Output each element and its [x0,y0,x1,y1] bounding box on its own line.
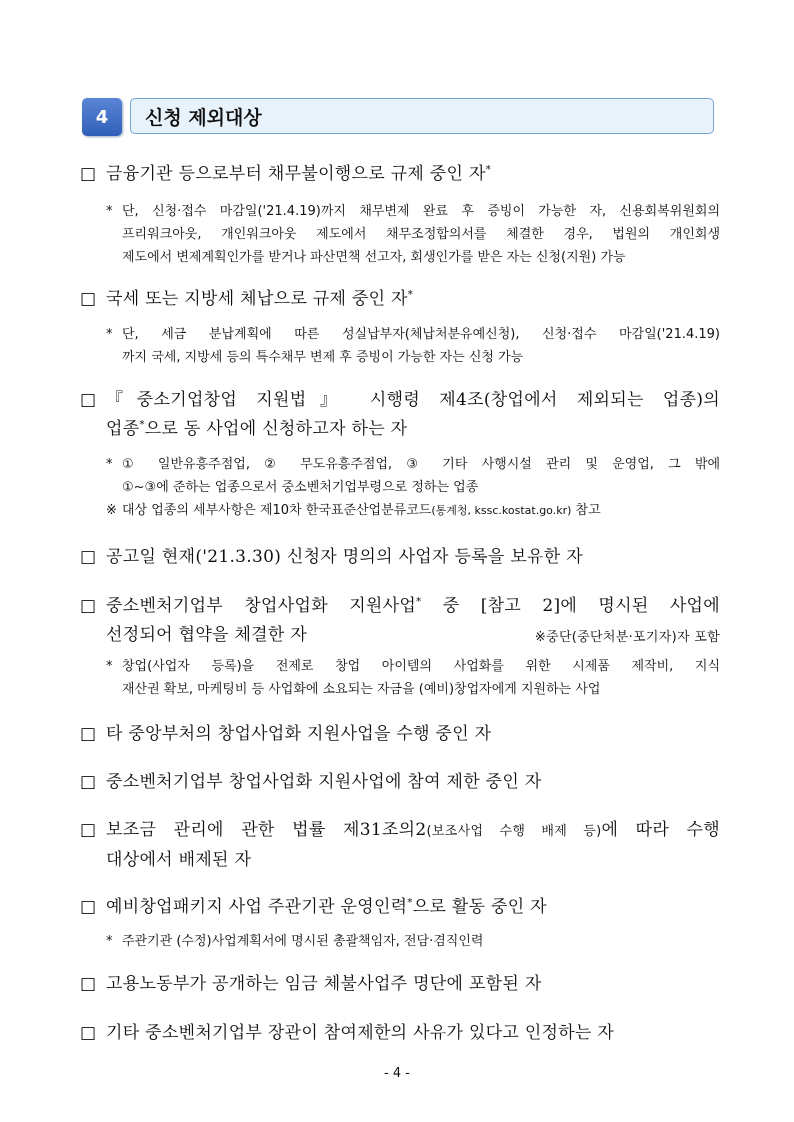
item-text: 중소벤처기업부 창업사업화 지원사업 [106,596,417,616]
item-text: 『중소기업창업 지원법』 시행령 제4조(창업에서 제외되는 업종)의 [106,390,720,410]
reference-mark-icon: ※ [106,503,117,518]
checkbox-icon: □ [80,390,97,410]
item-text: 중 [참고 2]에 명시된 사업에 [421,596,720,616]
item-text: 에 따라 수행 [601,820,720,840]
item-text: 금융기관 등으로부터 채무불이행으로 규제 중인 자 [106,164,486,184]
note-line: 재산권 확보, 마케팅비 등 사업화에 소요되는 자금을 (예비)창업자에게 지원하는 사업 [122,682,601,697]
list-item [80,970,720,999]
note-line: 프리워크아웃, 개인워크아웃 제도에서 채무조정합의서를 체결한 경우, 법원의 개인회생 [122,227,720,242]
item-text: 대상에서 배제된 자 [106,850,252,870]
note-line: 단, 신청·접수 마감일('21.4.19)까지 채무변제 완료 후 증빙이 가능한 자, 신용회복위원회의 [122,204,720,219]
item-text: 선정되어 협약을 체결한 자 [106,625,308,645]
note-line: 참고 [571,503,601,518]
checkbox-icon: □ [80,596,97,616]
checkbox-icon: □ [80,772,97,792]
note-line: 단, 세금 분납계획에 따른 성실납부자(체납처분유예신청), 신청·접수 마감일('21.4.19) [122,327,720,342]
footnote-mark: * [407,289,414,301]
item-text: 보조금 관리에 관한 법률 제31조의2 [106,820,427,840]
item-text-small: (보조사업 수행 배제 등) [426,824,602,839]
item-text: 으로 동 사업에 신청하고자 하는 자 [144,419,408,439]
section-title: 신청 제외대상 [130,98,714,134]
footnote-mark: * [485,164,491,176]
item-text: 업종 [106,419,140,439]
list-item [80,285,720,314]
list-item [80,1019,720,1048]
note [106,499,720,522]
item-text: 기타 중소벤처기업부 장관이 참여제한의 사유가 있다고 인정하는 자 [106,1023,615,1043]
note-line: ① 일반유흥주점업, ② 무도유흥주점업, ③ 기타 사행시설 관리 및 운영업, 그 밖에 [122,457,720,472]
note [106,200,720,269]
note-line: 대상 업종의 세부사항은 제10차 한국표준산업분류코드 [122,503,432,518]
list-item [80,768,720,797]
list-item [80,720,720,749]
section-number: 4 [82,98,122,136]
checkbox-icon: □ [80,164,97,184]
checkbox-icon: □ [80,547,97,567]
item-text: 으로 활동 중인 자 [412,897,547,917]
note [106,453,720,499]
item-text: 공고일 현재('21.3.30) 신청자 명의의 사업자 등록을 보유한 자 [106,547,583,567]
footnote-mark: * [139,419,145,431]
note [106,930,720,953]
asterisk-icon: * [106,327,113,342]
item-text: 중소벤처기업부 창업사업화 지원사업에 참여 제한 중인 자 [106,772,542,792]
note-line: 주관기관 (수정)사업계획서에 명시된 총괄책임자, 전담·겸직인력 [122,934,484,949]
note-line: ①~③에 준하는 업종으로서 중소벤처기업부령으로 정하는 업종 [122,480,479,495]
asterisk-icon: * [106,659,113,674]
checkbox-icon: □ [80,289,97,309]
checkbox-icon: □ [80,724,97,744]
item-text: 예비창업패키지 사업 주관기관 운영인력 [106,897,408,917]
footnote-mark: * [416,596,422,608]
note-source: (통계청, kssc.kostat.go.kr) [431,504,572,517]
footnote-mark: * [407,897,413,909]
asterisk-icon: * [106,457,113,472]
list-item [80,816,720,875]
asterisk-icon: * [106,204,113,219]
checkbox-icon: □ [80,820,97,840]
checkbox-icon: □ [80,897,97,917]
checkbox-icon: □ [80,974,97,994]
note [106,655,720,701]
list-item [80,893,720,922]
item-text: 고용노동부가 공개하는 임금 체불사업주 명단에 포함된 자 [106,974,542,994]
page-number: - 4 - [384,1066,410,1081]
item-text: 국세 또는 지방세 체납으로 규제 중인 자 [106,289,408,309]
list-item [80,592,720,650]
list-item [80,386,720,444]
item-text: 타 중앙부처의 창업사업화 지원사업을 수행 중인 자 [106,724,492,744]
note-line: 까지 국세, 지방세 등의 특수채무 변제 후 증빙이 가능한 자는 신청 가능 [122,350,524,365]
side-note: ※중단(중단처분·포기자)자 포함 [534,630,720,645]
note [106,323,720,369]
note-line: 창업(사업자 등록)을 전제로 창업 아이템의 사업화를 위한 시제품 제작비, 지식 [122,659,720,674]
checkbox-icon: □ [80,1023,97,1043]
list-item [80,160,720,189]
section-header [82,98,716,136]
note-line: 제도에서 변제계획인가를 받거나 파산면책 선고자, 회생인가를 받은 자는 신청(지원) 가능 [122,250,626,265]
asterisk-icon: * [106,934,113,949]
list-item [80,543,720,572]
